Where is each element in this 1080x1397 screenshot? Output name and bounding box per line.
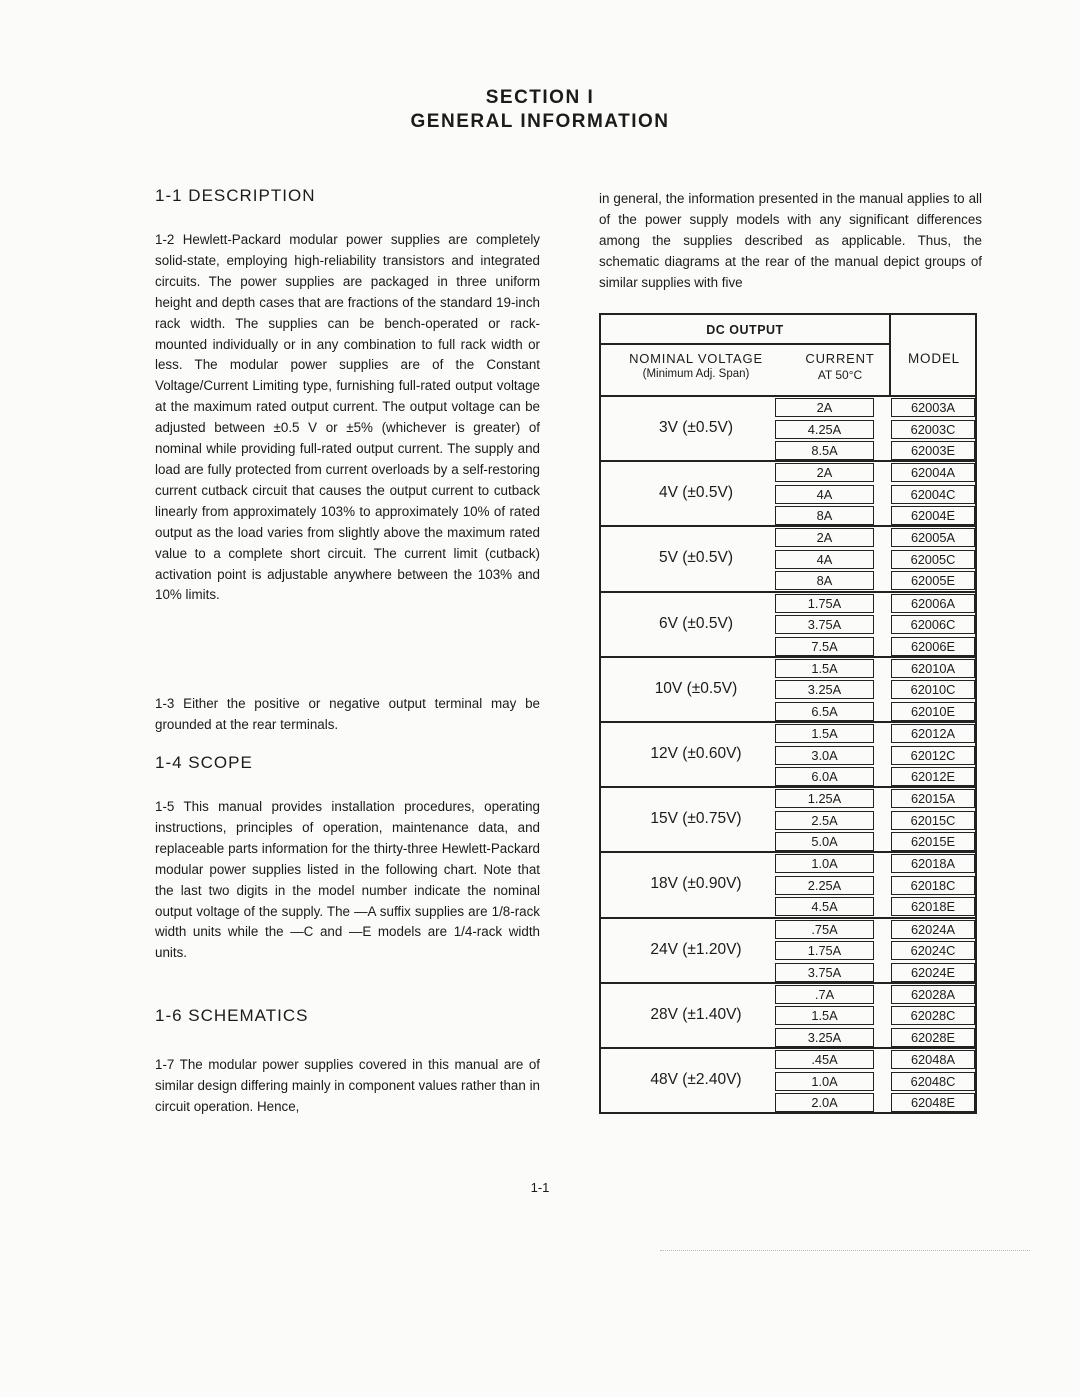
group-divider xyxy=(601,656,975,658)
paragraph-1-3: 1-3 Either the positive or negative output terminal may be grounded at the rear terminals. xyxy=(155,696,540,732)
current-cell: 1.75A xyxy=(775,941,874,960)
current-cell: 2.0A xyxy=(775,1093,874,1112)
current-cell: .7A xyxy=(775,985,874,1004)
model-cell: 62018E xyxy=(891,897,975,916)
current-header: CURRENT xyxy=(805,351,875,366)
group-divider xyxy=(601,591,975,593)
model-cell: 62005E xyxy=(891,571,975,590)
nominal-voltage-cell: 48V (±2.40V) xyxy=(650,1071,742,1088)
model-cell: 62048C xyxy=(891,1072,975,1091)
group-divider xyxy=(601,982,975,984)
current-cell: 4.5A xyxy=(775,897,874,916)
table-row-group xyxy=(601,982,975,1047)
model-cell: 62006A xyxy=(891,594,975,613)
model-cell: 62028C xyxy=(891,1006,975,1025)
model-cell: 62003E xyxy=(891,441,975,460)
current-cell: 3.0A xyxy=(775,746,874,765)
current-cell: 4A xyxy=(775,485,874,504)
model-cell: 62003A xyxy=(891,398,975,417)
header-divider xyxy=(601,343,889,345)
current-cell: 2A xyxy=(775,528,874,547)
table-row-group xyxy=(601,917,975,982)
paragraph-1-7: 1-7 The modular power supplies covered in this manual are of similar design differing mainly in component values rather than in circuit operation. Hence, xyxy=(155,1057,540,1114)
current-cell: 3.75A xyxy=(775,615,874,634)
current-cell: 1.5A xyxy=(775,1006,874,1025)
nominal-voltage-cell: 6V (±0.5V) xyxy=(659,614,733,632)
current-cell: .75A xyxy=(775,920,874,939)
model-cell: 62024A xyxy=(891,920,975,939)
model-cell: 62018C xyxy=(891,876,975,895)
current-cell: 8A xyxy=(775,506,874,525)
page-number: 1-1 xyxy=(530,1180,550,1195)
model-cell: 62005C xyxy=(891,550,975,569)
model-cell: 62012E xyxy=(891,767,975,786)
current-cell: 4A xyxy=(775,550,874,569)
group-divider xyxy=(601,395,975,397)
current-cell: 2.5A xyxy=(775,811,874,830)
group-divider xyxy=(601,721,975,723)
table-row-group xyxy=(601,525,975,590)
model-cell: 62010E xyxy=(891,702,975,721)
current-cell: 2A xyxy=(775,463,874,482)
model-cell: 62006E xyxy=(891,637,975,656)
table-row-group xyxy=(601,591,975,656)
model-cell: 62004E xyxy=(891,506,975,525)
scan-artifact xyxy=(660,1250,1030,1251)
group-divider xyxy=(601,460,975,462)
model-cell: 62048A xyxy=(891,1050,975,1069)
group-divider xyxy=(601,851,975,853)
section-heading: SECTION I xyxy=(485,87,595,108)
page-title: GENERAL INFORMATION xyxy=(410,111,670,132)
description-heading: 1-1 DESCRIPTION xyxy=(155,186,316,205)
current-cell: 2.25A xyxy=(775,876,874,895)
table-row-group xyxy=(601,851,975,916)
dc-output-header: DC OUTPUT xyxy=(706,323,784,337)
current-cell: 3.25A xyxy=(775,1028,874,1047)
model-cell: 62012A xyxy=(891,724,975,743)
model-cell: 62018A xyxy=(891,854,975,873)
nominal-voltage-cell: 10V (±0.5V) xyxy=(654,679,738,697)
model-cell: 62048E xyxy=(891,1093,975,1112)
nominal-voltage-cell: 4V (±0.5V) xyxy=(659,484,733,502)
model-cell: 62004C xyxy=(891,485,975,504)
paragraph-1-5: 1-5 This manual provides installation procedures, operating instructions, principles of operation, maintenance data, and replaceable parts information for the thirty-three Hewlett-Packard modular power supplies listed in the following chart. Note that the last two digits in the model number indicate the nominal output voltage of the supply. The —A suffix supplies are 1/8-rack width units while the —C and —E models are 1/4-rack width units. xyxy=(155,799,540,961)
group-divider xyxy=(601,525,975,527)
paragraph-continued: in general, the information presented in the manual applies to all of the power supply models with any significant differences among the supplies described as applicable. Thus, the schematic diagrams at the rear of the manual depict groups of similar supplies with five xyxy=(599,191,982,290)
nominal-voltage-header: NOMINAL VOLTAGE xyxy=(629,351,763,366)
nominal-voltage-cell: 18V (±0.90V) xyxy=(650,875,742,893)
nominal-voltage-cell: 28V (±1.40V) xyxy=(650,1005,742,1023)
current-cell: 5.0A xyxy=(775,832,874,851)
table-row-group xyxy=(601,1047,975,1112)
current-cell: 2A xyxy=(775,398,874,417)
model-header: MODEL xyxy=(907,351,960,366)
current-cell: 1.0A xyxy=(775,854,874,873)
nominal-voltage-cell: 15V (±0.75V) xyxy=(650,810,742,828)
model-cell: 62010C xyxy=(891,680,975,699)
table-row-group xyxy=(601,786,975,851)
current-cell: .45A xyxy=(775,1050,874,1069)
model-cell: 62006C xyxy=(891,615,975,634)
model-cell: 62024E xyxy=(891,963,975,982)
schematics-heading: 1-6 SCHEMATICS xyxy=(155,1006,309,1025)
current-cell: 6.0A xyxy=(775,767,874,786)
model-cell: 62028A xyxy=(891,985,975,1004)
nominal-voltage-cell: 24V (±1.20V) xyxy=(650,940,742,958)
nominal-voltage-subheader: (Minimum Adj. Span) xyxy=(642,368,750,380)
current-cell: 6.5A xyxy=(775,702,874,721)
current-cell: 1.5A xyxy=(775,724,874,743)
model-cell: 62005A xyxy=(891,528,975,547)
table-row-group xyxy=(601,721,975,786)
group-divider xyxy=(601,1047,975,1049)
group-divider xyxy=(601,786,975,788)
model-cell: 62003C xyxy=(891,420,975,439)
current-cell: 1.25A xyxy=(775,789,874,808)
model-cell: 62010A xyxy=(891,659,975,678)
current-cell: 3.25A xyxy=(775,680,874,699)
nominal-voltage-cell: 5V (±0.5V) xyxy=(659,549,733,567)
scope-heading: 1-4 SCOPE xyxy=(155,753,253,772)
model-cell: 62004A xyxy=(891,463,975,482)
model-cell: 62015C xyxy=(891,811,975,830)
current-subheader: AT 50°C xyxy=(817,368,863,382)
table-row-group xyxy=(601,395,975,460)
nominal-voltage-cell: 12V (±0.60V) xyxy=(650,745,742,762)
model-cell: 62015E xyxy=(891,832,975,851)
current-cell: 3.75A xyxy=(775,963,874,982)
paragraph-1-2: 1-2 Hewlett-Packard modular power supplies are completely solid-state, employing high-reliability transistors and integrated circuits. The power supplies are packaged in three uniform height and depth cases that are fractions of the standard 19-inch rack width. The supplies can be bench-operated or rack-mounted individually or in any combination to full rack width or less. The modular power supplies are of the Constant Voltage/Current Limiting type, furnishing full-rated output voltage at the maximum rated output current. The output voltage can be adjusted between ±0.5 V or ±5% (whichever is greater) of nominal while providing full-rated output current. The supply and load are fully protected from current overloads by a self-restoring current cutback circuit that causes the output current to cutback linearly from approximately 103% to approximately 10% of rated output as the load varies from slightly above the maximum rated value to a complete short circuit. The current limit (cutback) activation point is adjustable anywhere between the 103% and 10% limits. xyxy=(155,232,540,603)
current-cell: 1.75A xyxy=(775,594,874,613)
model-table xyxy=(599,313,977,1114)
table-row-group xyxy=(601,460,975,525)
nominal-voltage-cell: 3V (±0.5V) xyxy=(659,419,733,436)
current-cell: 1.0A xyxy=(775,1072,874,1091)
current-cell: 7.5A xyxy=(775,637,874,656)
table-row-group xyxy=(601,656,975,721)
current-cell: 1.5A xyxy=(775,659,874,678)
current-cell: 8.5A xyxy=(775,441,874,460)
model-cell: 62012C xyxy=(891,746,975,765)
group-divider xyxy=(601,917,975,919)
model-cell: 62028E xyxy=(891,1028,975,1047)
model-cell: 62015A xyxy=(891,789,975,808)
current-cell: 4.25A xyxy=(775,420,874,439)
model-cell: 62024C xyxy=(891,941,975,960)
table-header xyxy=(601,315,891,395)
current-cell: 8A xyxy=(775,571,874,590)
